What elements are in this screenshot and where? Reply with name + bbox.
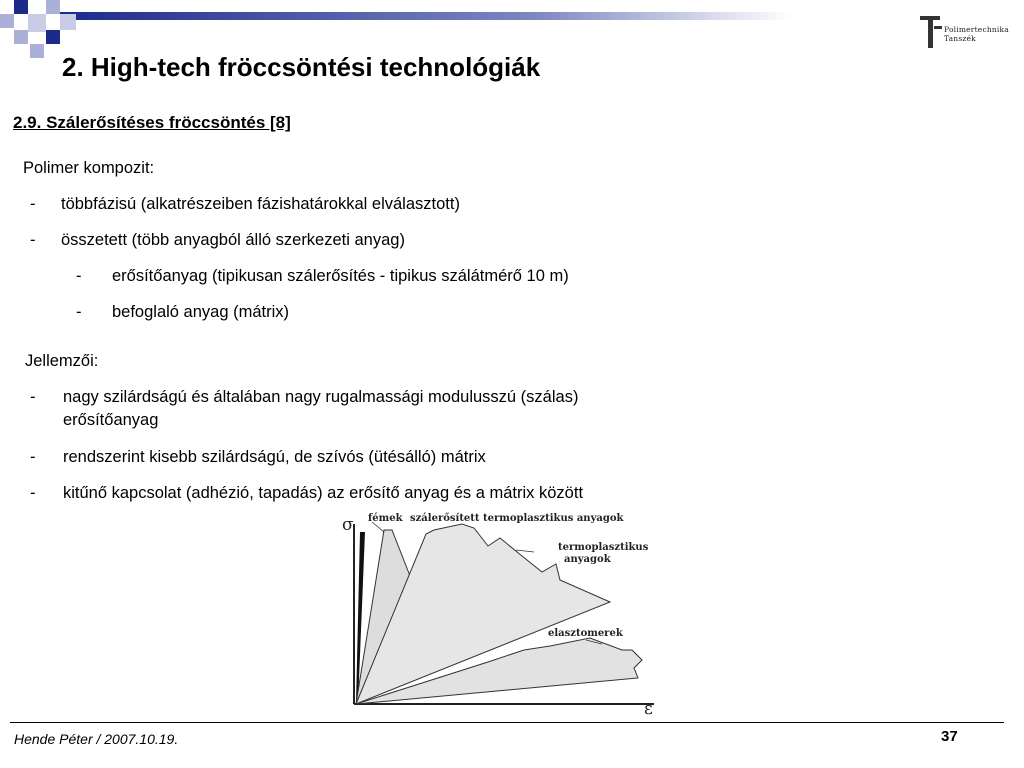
logo-line-1: Polimertechnika [944,25,1009,34]
x-axis-label: ε [644,699,653,719]
list-item: összetett (több anyagból álló szerkezeti anyag) [61,231,405,249]
bullet-dash: - [76,303,82,321]
composite-heading: Polimer kompozit: [23,159,155,177]
characteristics-heading: Jellemzői: [25,352,99,370]
list-item: nagy szilárdságú és általában nagy rugalmassági modulusszú (szálas) [63,388,579,406]
logo-line-2: Tanszék [944,34,976,43]
bullet-dash: - [76,267,82,285]
decorative-squares [0,0,80,60]
label-thermo-1: termoplasztikus [558,542,649,553]
page-title: 2. High-tech fröccsöntési technológiák [62,52,541,82]
list-item-continuation: erősítőanyag [63,411,159,429]
page-number: 37 [941,728,958,745]
bullet-dash: - [30,484,36,502]
list-item: többfázisú (alkatrészeiben fázishatárokkal elválasztott) [61,195,460,213]
header-band [0,0,1024,50]
list-item: kitűnő kapcsolat (adhézió, tapadás) az erősítő anyag és a mátrix között [63,484,584,502]
stress-strain-figure [338,510,668,722]
label-thermo-2: anyagok [564,554,611,565]
sub-list-item: erősítőanyag (tipikusan szálerősítés - tipikus szálátmérő 10 m) [112,267,569,285]
section-title: 2.9. Szálerősítéses fröccsöntés [8] [13,113,291,132]
label-fiber-thermo: szálerősített termoplasztikus anyagok [410,513,624,524]
bullet-dash: - [30,195,36,213]
bullet-dash: - [30,231,36,249]
footer-divider [10,722,1004,723]
label-metals: fémek [368,513,403,524]
bullet-dash: - [30,448,36,466]
logo-text [944,25,1009,43]
y-axis-label: σ [342,515,354,535]
footer-author: Hende Péter / 2007.10.19. [14,731,179,747]
label-elastomers: elasztomerek [548,628,623,639]
sub-list-item: befoglaló anyag (mátrix) [112,303,290,321]
list-item: rendszerint kisebb szilárdságú, de szívós (ütésálló) mátrix [63,448,486,466]
bullet-dash: - [30,388,36,406]
